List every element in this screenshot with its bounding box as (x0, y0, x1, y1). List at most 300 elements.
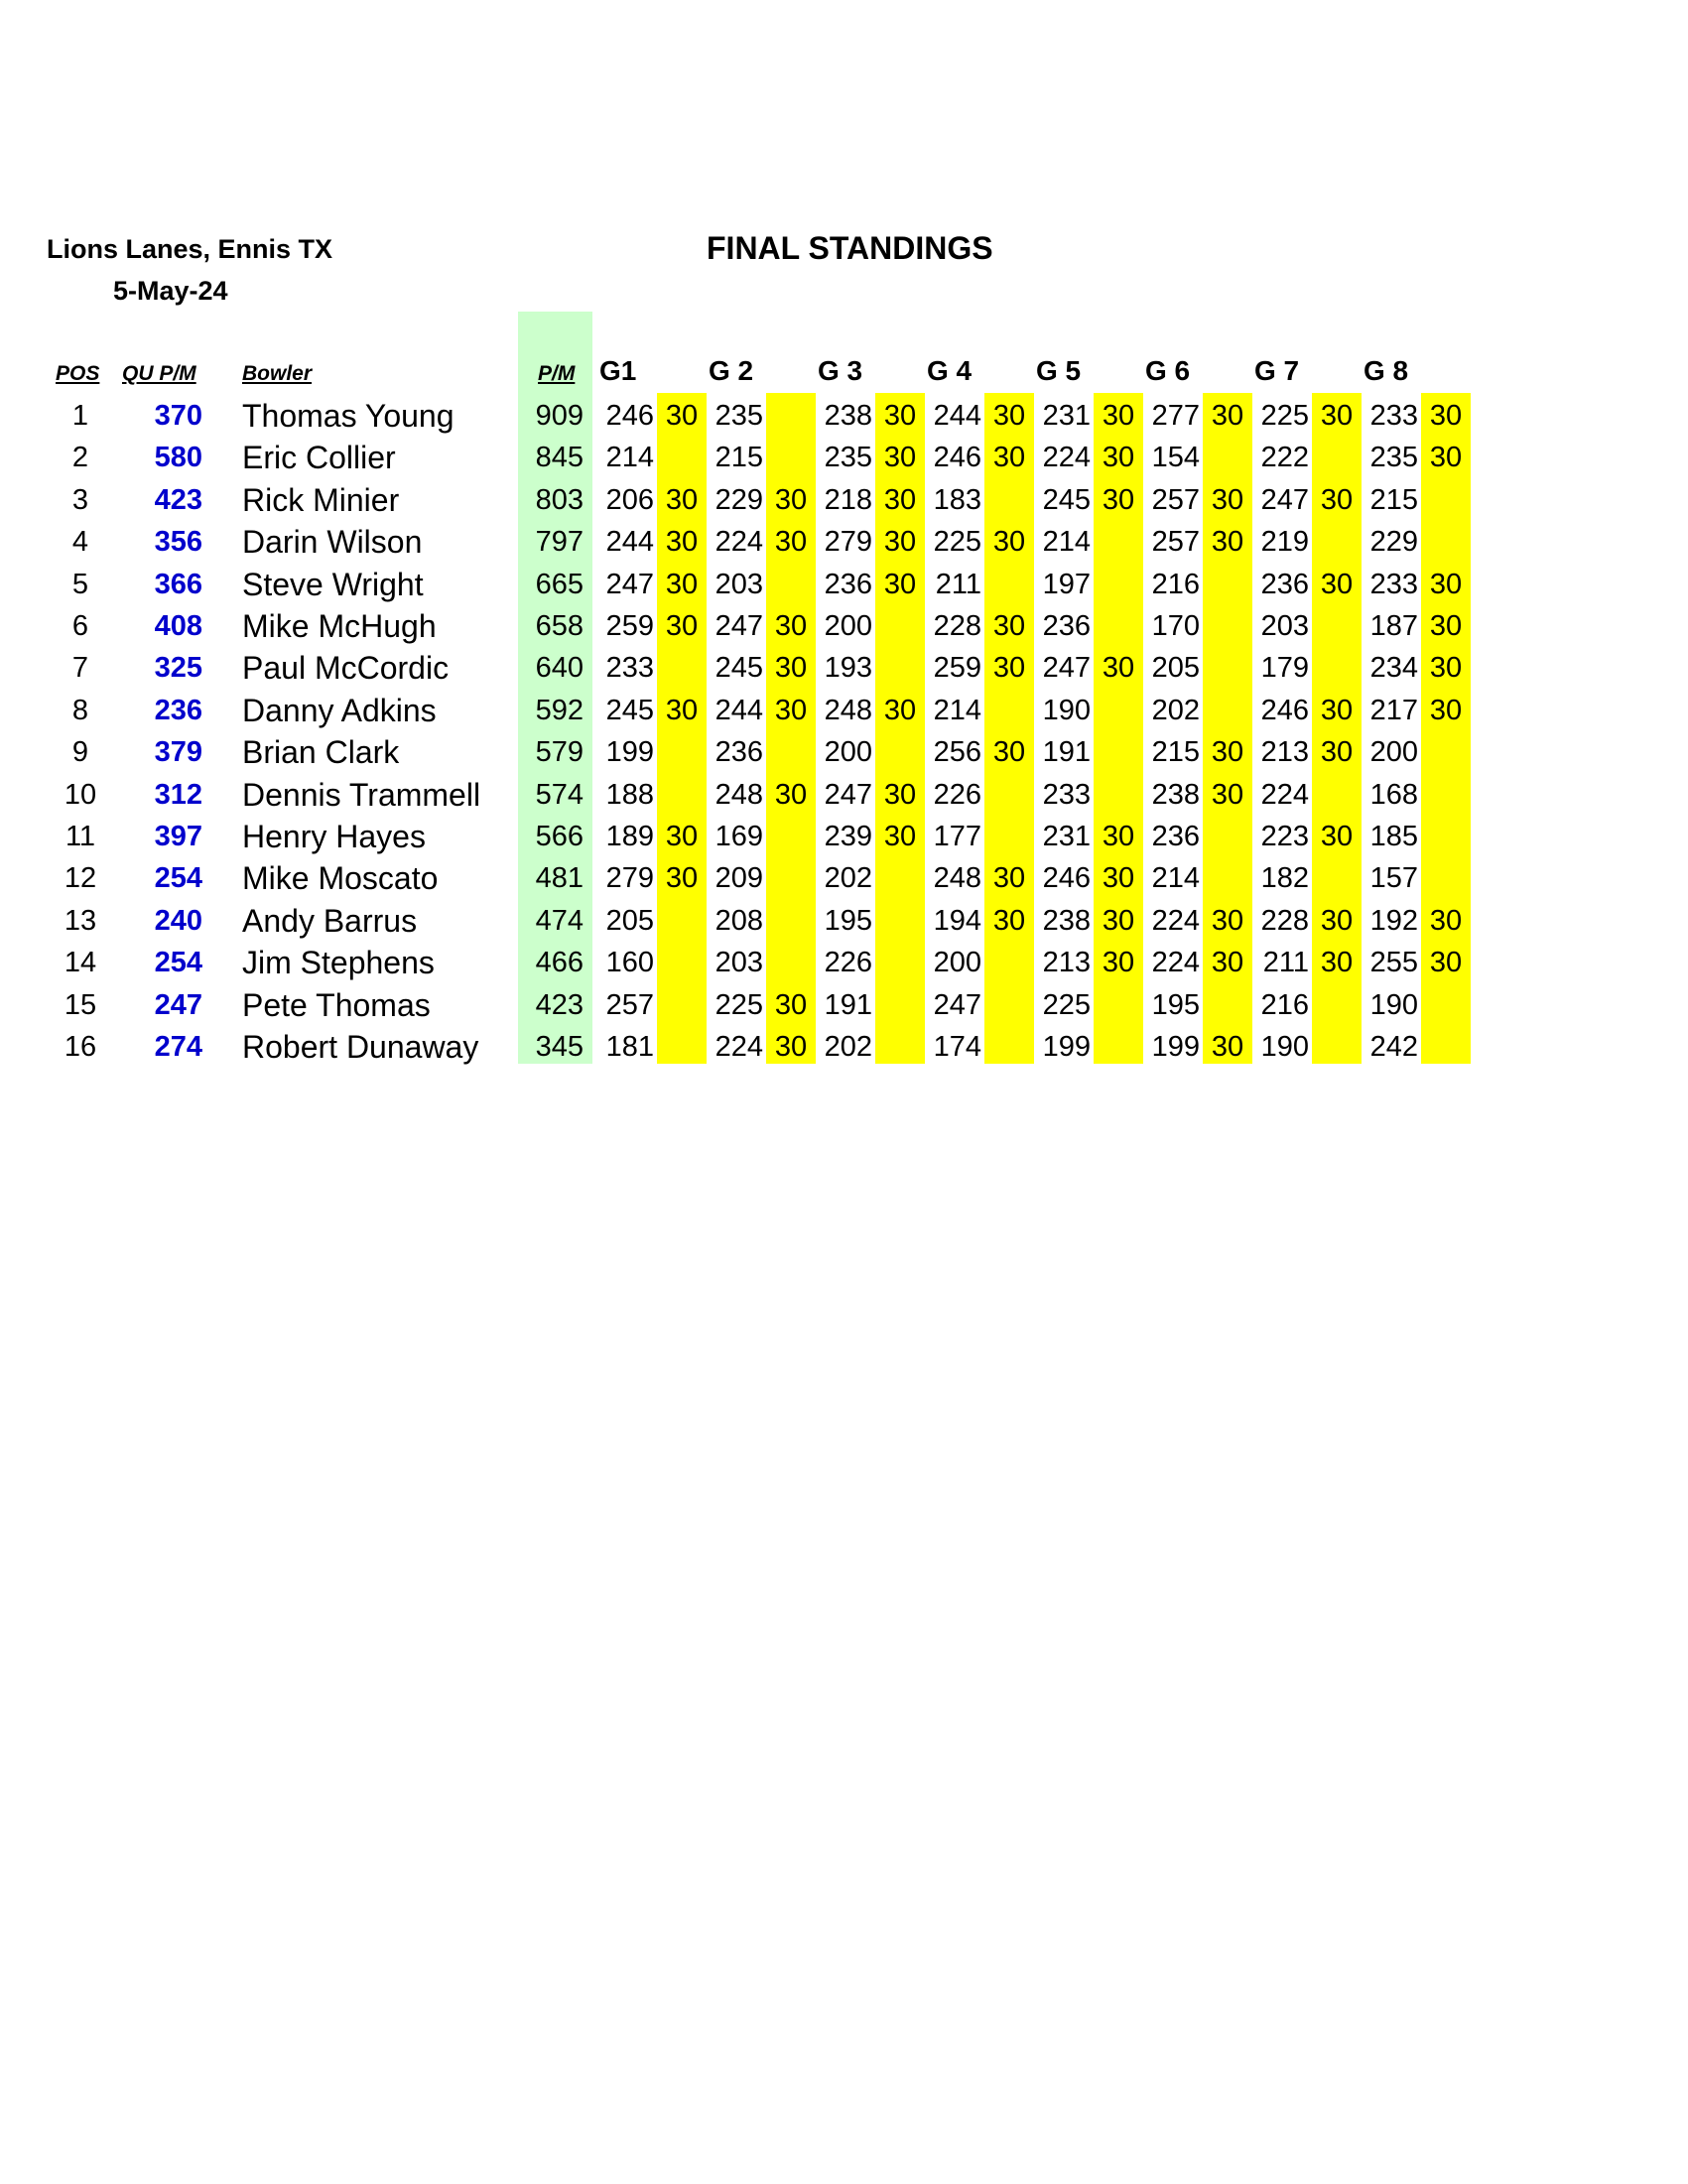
header-game: G 7 (1254, 355, 1300, 386)
game-bonus (1205, 437, 1250, 478)
table-row (0, 690, 1688, 731)
game-bonus (1423, 1026, 1469, 1068)
game-score: 195 (1151, 988, 1200, 1021)
game-score: 228 (933, 610, 981, 642)
table-row (0, 774, 1688, 816)
game-bonus (877, 647, 923, 689)
bowler-name: Andy Barrus (242, 902, 418, 939)
game-score: 200 (933, 947, 981, 979)
game-score: 213 (1260, 736, 1309, 769)
game-bonus (986, 1026, 1032, 1068)
game-bonus (986, 564, 1032, 605)
game-score: 246 (605, 400, 654, 432)
game-bonus (768, 900, 814, 942)
game-score: 224 (1042, 442, 1091, 474)
game-bonus (768, 942, 814, 983)
game-score: 224 (1260, 778, 1309, 811)
game-score: 231 (1042, 400, 1091, 432)
game-bonus: 30 (1429, 652, 1463, 685)
game-score: 225 (1260, 400, 1309, 432)
game-score: 244 (933, 400, 981, 432)
bowler-name: Pete Thomas (242, 986, 431, 1023)
game-bonus (659, 437, 705, 478)
game-score: 214 (1151, 862, 1200, 895)
game-score: 255 (1369, 947, 1418, 979)
game-bonus (1314, 984, 1360, 1026)
game-score: 246 (933, 442, 981, 474)
game-score: 247 (1042, 652, 1091, 685)
game-score: 224 (714, 1031, 763, 1063)
game-bonus: 30 (883, 568, 917, 600)
game-score: 248 (824, 694, 872, 726)
game-bonus: 30 (1102, 821, 1135, 852)
game-score: 190 (1369, 988, 1418, 1021)
game-bonus: 30 (1102, 904, 1135, 937)
game-score: 215 (714, 442, 763, 474)
game-bonus: 30 (665, 526, 699, 559)
game-score: 200 (824, 610, 872, 642)
position-cell: 6 (71, 610, 89, 642)
game-bonus (1096, 521, 1141, 563)
game-score: 179 (1260, 652, 1309, 685)
game-score: 234 (1369, 652, 1418, 685)
bowler-name: Henry Hayes (242, 819, 426, 854)
game-score: 199 (1151, 1031, 1200, 1063)
game-bonus (1314, 521, 1360, 563)
position-cell: 3 (71, 483, 89, 516)
game-bonus: 30 (883, 483, 917, 516)
game-bonus: 30 (774, 610, 808, 642)
game-bonus (1314, 605, 1360, 647)
position-cell: 13 (64, 904, 97, 937)
game-bonus (986, 690, 1032, 731)
pm-cell: 566 (535, 821, 584, 852)
game-score: 238 (1151, 778, 1200, 811)
header-game: G 8 (1363, 355, 1409, 386)
game-bonus (1096, 774, 1141, 816)
game-score: 231 (1042, 821, 1091, 852)
game-score: 224 (1151, 947, 1200, 979)
bowler-name: Dennis Trammell (242, 776, 481, 813)
game-bonus (1205, 690, 1250, 731)
header-pos: POS (56, 362, 100, 385)
game-score: 192 (1369, 904, 1418, 937)
game-score: 279 (605, 862, 654, 895)
bowler-name: Thomas Young (242, 398, 454, 434)
pm-cell: 474 (535, 904, 584, 937)
pm-cell: 466 (535, 947, 584, 979)
game-score: 233 (1369, 568, 1418, 600)
pm-cell: 579 (535, 736, 584, 769)
game-bonus: 30 (1102, 652, 1135, 685)
bowler-name: Brian Clark (242, 734, 400, 771)
game-score: 188 (605, 778, 654, 811)
game-score: 229 (1369, 526, 1418, 559)
game-bonus: 30 (883, 526, 917, 559)
game-bonus: 30 (665, 862, 699, 895)
game-score: 236 (824, 568, 872, 600)
game-bonus: 30 (1320, 400, 1354, 432)
game-score: 238 (1042, 904, 1091, 937)
table-row (0, 900, 1688, 942)
game-score: 222 (1260, 442, 1309, 474)
game-score: 203 (1260, 610, 1309, 642)
game-bonus: 30 (774, 1031, 808, 1063)
game-score: 217 (1369, 694, 1418, 726)
game-bonus: 30 (1320, 947, 1354, 979)
game-score: 203 (714, 568, 763, 600)
game-bonus (877, 942, 923, 983)
game-score: 214 (933, 694, 981, 726)
game-score: 238 (824, 400, 872, 432)
qu-pm-cell: 254 (154, 862, 202, 895)
game-score: 215 (1369, 483, 1418, 516)
game-bonus: 30 (1429, 904, 1463, 937)
game-bonus: 30 (992, 400, 1026, 432)
game-bonus: 30 (883, 778, 917, 811)
game-score: 246 (1042, 862, 1091, 895)
game-bonus (986, 479, 1032, 521)
game-bonus: 30 (774, 526, 808, 559)
game-bonus (1423, 984, 1469, 1026)
game-bonus: 30 (1211, 904, 1244, 937)
game-score: 216 (1151, 568, 1200, 600)
game-bonus (659, 900, 705, 942)
game-bonus: 30 (774, 483, 808, 516)
position-cell: 15 (64, 988, 97, 1021)
game-score: 194 (933, 904, 981, 937)
game-bonus (659, 942, 705, 983)
game-bonus (877, 984, 923, 1026)
game-score: 236 (1151, 821, 1200, 852)
game-score: 248 (933, 862, 981, 895)
table-row (0, 647, 1688, 689)
game-score: 193 (824, 652, 872, 685)
game-bonus (768, 816, 814, 857)
game-score: 191 (824, 988, 872, 1021)
game-bonus (1205, 564, 1250, 605)
game-bonus (1096, 984, 1141, 1026)
game-bonus (768, 564, 814, 605)
game-bonus: 30 (1429, 947, 1463, 979)
game-score: 233 (605, 652, 654, 685)
game-score: 235 (714, 400, 763, 432)
game-bonus: 30 (665, 483, 699, 516)
game-bonus: 30 (1320, 694, 1354, 726)
header-game: G1 (599, 355, 637, 386)
game-bonus: 30 (1429, 400, 1463, 432)
game-bonus (1096, 564, 1141, 605)
game-score: 245 (714, 652, 763, 685)
game-bonus: 30 (883, 442, 917, 474)
game-bonus (768, 437, 814, 478)
game-score: 242 (1369, 1031, 1418, 1063)
game-bonus: 30 (774, 988, 808, 1021)
game-bonus: 30 (883, 821, 917, 852)
game-bonus: 30 (774, 694, 808, 726)
game-score: 197 (1042, 568, 1091, 600)
game-bonus (1314, 774, 1360, 816)
game-bonus: 30 (992, 610, 1026, 642)
pm-cell: 640 (535, 652, 584, 685)
header-bowler: Bowler (242, 362, 313, 385)
game-score: 245 (605, 694, 654, 726)
game-bonus (768, 857, 814, 899)
table-row (0, 437, 1688, 478)
game-bonus (659, 984, 705, 1026)
game-score: 174 (933, 1031, 981, 1063)
table-row (0, 564, 1688, 605)
venue-name: Lions Lanes, Ennis TX (47, 234, 333, 264)
game-score: 215 (1151, 736, 1200, 769)
game-bonus: 30 (992, 442, 1026, 474)
game-bonus: 30 (1211, 483, 1244, 516)
event-date: 5-May-24 (113, 276, 228, 306)
game-score: 191 (1042, 736, 1091, 769)
table-row (0, 731, 1688, 773)
game-score: 259 (933, 652, 981, 685)
bowler-name: Paul McCordic (242, 650, 450, 687)
game-score: 182 (1260, 862, 1309, 895)
game-score: 214 (1042, 526, 1091, 559)
qu-pm-cell: 240 (154, 904, 202, 937)
game-score: 189 (605, 821, 654, 852)
game-score: 247 (824, 778, 872, 811)
position-cell: 7 (71, 652, 89, 685)
game-bonus: 30 (1429, 568, 1463, 600)
position-cell: 1 (71, 400, 89, 432)
bowler-name: Steve Wright (242, 566, 424, 602)
game-score: 225 (714, 988, 763, 1021)
pm-cell: 481 (535, 862, 584, 895)
game-bonus (1205, 857, 1250, 899)
game-score: 168 (1369, 778, 1418, 811)
pm-cell: 909 (535, 400, 584, 432)
game-bonus: 30 (1211, 778, 1244, 811)
game-bonus (768, 395, 814, 437)
game-score: 257 (605, 988, 654, 1021)
game-bonus: 30 (1320, 483, 1354, 516)
game-score: 213 (1042, 947, 1091, 979)
game-bonus (986, 984, 1032, 1026)
position-cell: 11 (65, 821, 96, 852)
game-bonus: 30 (1211, 947, 1244, 979)
game-score: 206 (605, 483, 654, 516)
game-bonus: 30 (1320, 568, 1354, 600)
game-score: 190 (1260, 1031, 1309, 1063)
game-score: 225 (1042, 988, 1091, 1021)
pm-cell: 423 (535, 988, 584, 1021)
qu-pm-cell: 379 (154, 736, 202, 769)
game-score: 236 (1042, 610, 1091, 642)
game-bonus (659, 774, 705, 816)
table-row (0, 479, 1688, 521)
game-bonus: 30 (665, 821, 699, 852)
game-bonus (1096, 1026, 1141, 1068)
game-score: 247 (714, 610, 763, 642)
game-score: 190 (1042, 694, 1091, 726)
qu-pm-cell: 423 (154, 483, 202, 516)
game-score: 181 (605, 1031, 654, 1063)
game-bonus: 30 (665, 400, 699, 432)
game-bonus: 30 (1429, 694, 1463, 726)
game-score: 200 (824, 736, 872, 769)
game-score: 205 (605, 904, 654, 937)
bowler-name: Mike Moscato (242, 860, 439, 897)
game-bonus (877, 605, 923, 647)
bowler-name: Mike McHugh (242, 608, 437, 644)
game-bonus (1314, 647, 1360, 689)
bowler-name: Robert Dunaway (242, 1029, 479, 1065)
bowler-name: Rick Minier (242, 481, 400, 518)
header-game: G 6 (1145, 355, 1191, 386)
position-cell: 8 (71, 694, 89, 726)
game-score: 247 (605, 568, 654, 600)
position-cell: 10 (64, 778, 97, 811)
game-score: 229 (714, 483, 763, 516)
header-game: G 3 (818, 355, 863, 386)
game-bonus: 30 (774, 652, 808, 685)
game-score: 160 (605, 947, 654, 979)
game-score: 170 (1151, 610, 1200, 642)
game-score: 157 (1369, 862, 1418, 895)
pm-cell: 658 (535, 610, 584, 642)
game-score: 219 (1260, 526, 1309, 559)
game-bonus (986, 774, 1032, 816)
game-score: 235 (1369, 442, 1418, 474)
game-bonus (1205, 605, 1250, 647)
qu-pm-cell: 397 (154, 821, 202, 852)
game-score: 203 (714, 947, 763, 979)
qu-pm-cell: 236 (154, 694, 202, 726)
header-game: G 2 (709, 355, 754, 386)
table-row (0, 521, 1688, 563)
game-score: 224 (714, 526, 763, 559)
game-score: 247 (1260, 483, 1309, 516)
game-score: 233 (1042, 778, 1091, 811)
game-bonus (1314, 437, 1360, 478)
game-bonus: 30 (1102, 400, 1135, 432)
game-bonus: 30 (1211, 1031, 1244, 1063)
game-score: 228 (1260, 904, 1309, 937)
game-score: 245 (1042, 483, 1091, 516)
position-cell: 16 (64, 1031, 97, 1063)
game-score: 233 (1369, 400, 1418, 432)
game-bonus: 30 (1102, 947, 1135, 979)
game-bonus: 30 (1429, 610, 1463, 642)
bowler-name: Jim Stephens (242, 945, 435, 981)
game-score: 223 (1260, 821, 1309, 852)
qu-pm-cell: 356 (154, 526, 202, 559)
game-score: 187 (1369, 610, 1418, 642)
game-score: 199 (605, 736, 654, 769)
qu-pm-cell: 580 (154, 442, 202, 474)
table-row (0, 1026, 1688, 1068)
game-bonus (1096, 731, 1141, 773)
game-score: 208 (714, 904, 763, 937)
game-bonus: 30 (883, 694, 917, 726)
game-bonus: 30 (992, 736, 1026, 769)
game-score: 177 (933, 821, 981, 852)
header-qu-pm: QU P/M (122, 362, 196, 385)
game-bonus (877, 731, 923, 773)
bowler-name: Darin Wilson (242, 524, 423, 561)
game-score: 239 (824, 821, 872, 852)
game-bonus: 30 (1102, 483, 1135, 516)
game-score: 169 (714, 821, 763, 852)
game-score: 199 (1042, 1031, 1091, 1063)
qu-pm-cell: 366 (154, 568, 202, 600)
game-bonus: 30 (1102, 862, 1135, 895)
game-bonus: 30 (992, 526, 1026, 559)
game-bonus: 30 (665, 694, 699, 726)
game-bonus (1096, 605, 1141, 647)
table-row (0, 395, 1688, 437)
game-bonus: 30 (1211, 736, 1244, 769)
game-score: 185 (1369, 821, 1418, 852)
pm-cell: 845 (535, 442, 584, 474)
game-score: 216 (1260, 988, 1309, 1021)
bowler-name: Eric Collier (242, 440, 396, 476)
position-cell: 2 (71, 442, 89, 474)
game-bonus (1205, 984, 1250, 1026)
table-row (0, 816, 1688, 857)
game-bonus: 30 (1211, 526, 1244, 559)
bowler-name: Danny Adkins (242, 692, 437, 728)
pm-cell: 574 (535, 778, 584, 811)
game-bonus (1423, 816, 1469, 857)
game-bonus (1205, 816, 1250, 857)
header-game: G 5 (1036, 355, 1082, 386)
game-bonus: 30 (1320, 904, 1354, 937)
game-score: 257 (1151, 483, 1200, 516)
position-cell: 14 (64, 947, 97, 979)
game-bonus: 30 (1320, 736, 1354, 769)
page-title: FINAL STANDINGS (707, 230, 993, 266)
game-bonus (877, 1026, 923, 1068)
game-bonus (877, 900, 923, 942)
game-score: 236 (1260, 568, 1309, 600)
game-score: 279 (824, 526, 872, 559)
pm-cell: 592 (535, 694, 584, 726)
game-score: 236 (714, 736, 763, 769)
game-score: 202 (824, 1031, 872, 1063)
game-score: 205 (1151, 652, 1200, 685)
game-score: 211 (1262, 947, 1309, 979)
game-bonus (659, 1026, 705, 1068)
game-score: 218 (824, 483, 872, 516)
game-bonus: 30 (1320, 821, 1354, 852)
game-score: 202 (824, 862, 872, 895)
pm-cell: 797 (535, 526, 584, 559)
game-bonus (1096, 690, 1141, 731)
qu-pm-cell: 254 (154, 947, 202, 979)
game-score: 225 (933, 526, 981, 559)
game-score: 226 (933, 778, 981, 811)
position-cell: 4 (71, 526, 89, 559)
qu-pm-cell: 274 (154, 1031, 202, 1063)
game-score: 244 (605, 526, 654, 559)
pm-cell: 665 (535, 568, 584, 600)
game-score: 259 (605, 610, 654, 642)
pm-cell: 345 (535, 1031, 584, 1063)
game-score: 154 (1151, 442, 1200, 474)
game-bonus: 30 (1429, 442, 1463, 474)
game-score: 200 (1369, 736, 1418, 769)
game-bonus: 30 (665, 610, 699, 642)
game-score: 226 (824, 947, 872, 979)
table-row (0, 605, 1688, 647)
